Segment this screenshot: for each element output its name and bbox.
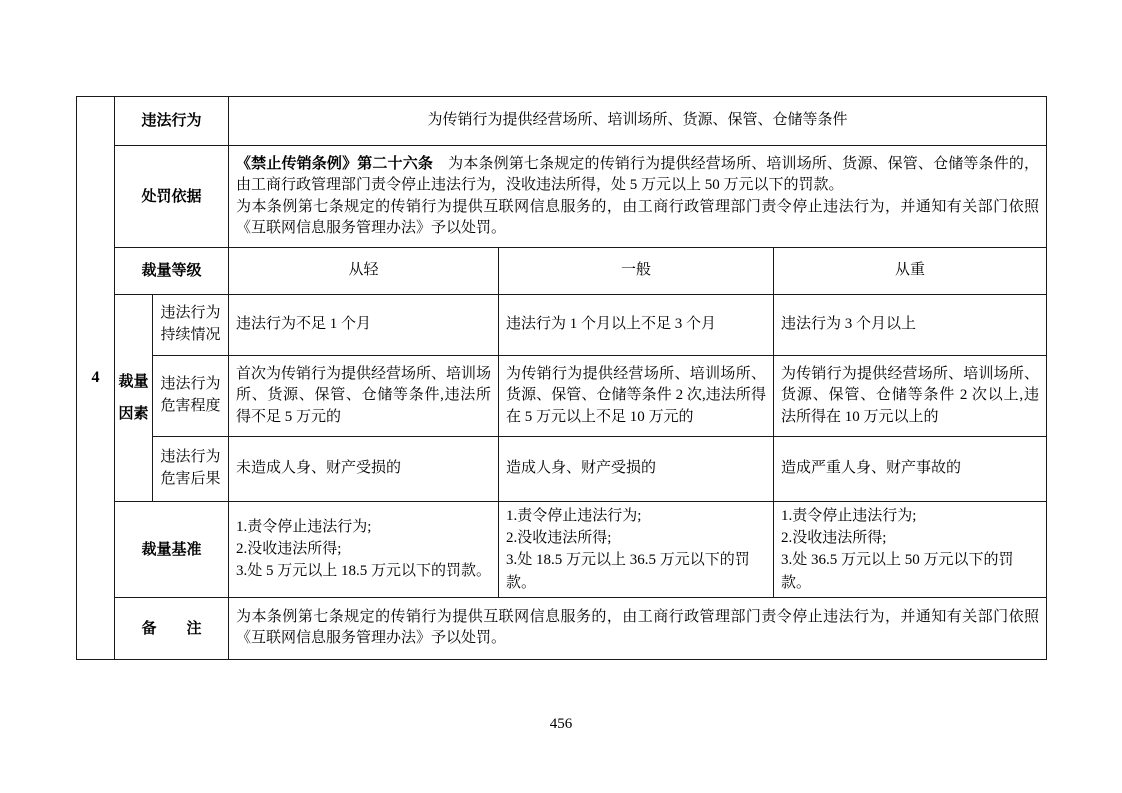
basis-label: 裁量基准 (115, 502, 229, 598)
factors-label: 裁量因素 (115, 295, 153, 502)
clause-title: 《禁止传销条例》第二十六条 (236, 155, 434, 172)
penalty-basis-paragraph-2: 为本条例第七条规定的传销行为提供互联网信息服务的，由工商行政管理部门责令停止违法行为，并通知有关部门依照《互联网信息服务管理办法》予以处罚。 (236, 198, 1040, 236)
violation-content: 为传销行为提供经营场所、培训场所、货源、保管、仓储等条件 (229, 97, 1047, 146)
factor-severity-heavy-cell: 为传销行为提供经营场所、培训场所、货源、保管、仓储等条件 2 次以上,违法所得在 10 万元以上的 (774, 356, 1047, 437)
factor-consequence-heavy-cell: 造成严重人身、财产事故的 (774, 437, 1047, 502)
basis-heavy-line-1: 1.责令停止违法行为; (781, 508, 917, 524)
remark-label: 备 注 (115, 597, 229, 659)
penalty-basis-label: 处罚依据 (115, 146, 229, 248)
factor-severity-light-cell: 首次为传销行为提供经营场所、培训场所、货源、保管、仓储等条件,违法所得不足 5 万元的 (229, 356, 499, 437)
basis-light-line-2: 2.没收违法所得; (236, 541, 342, 558)
page-number: 456 (549, 716, 573, 732)
basis-normal-line-3: 3.处 18.5 万元以上 36.5 万元以下的罚款。 (506, 552, 750, 591)
violation-label: 违法行为 (115, 97, 229, 146)
penalty-discretion-table (76, 96, 1047, 660)
factor-severity-label: 违法行为危害程度 (153, 356, 229, 437)
level-heavy-cell: 从重 (774, 248, 1047, 295)
factor-consequence-label: 违法行为危害后果 (153, 437, 229, 502)
factor-duration-normal-cell: 违法行为 1 个月以上不足 3 个月 (499, 295, 774, 356)
discretion-level-label: 裁量等级 (115, 248, 229, 295)
level-light-cell: 从轻 (229, 248, 499, 295)
basis-light-line-1: 1.责令停止违法行为; (236, 519, 372, 536)
clause-body: 为本条例第七条规定的传销行为提供经营场所、培训场所、货源、保管、仓储等条件的，由工商行政管理部门责令停止违法行为，没收违法所得，处 5 万元以上 50 万元以下的罚款。 (236, 155, 1040, 194)
basis-heavy-cell (774, 502, 1047, 598)
basis-normal-line-1: 1.责令停止违法行为; (506, 508, 642, 524)
sequence-number: 4 (77, 97, 115, 660)
factor-severity-normal-cell: 为传销行为提供经营场所、培训场所、货源、保管、仓储等条件 2 次,违法所得在 5 万元以上不足 10 万元的 (499, 356, 774, 437)
basis-heavy-line-3: 3.处 36.5 万元以上 50 万元以下的罚款。 (781, 552, 1014, 591)
factor-duration-heavy-cell: 违法行为 3 个月以上 (774, 295, 1047, 356)
remark-content: 为本条例第七条规定的传销行为提供互联网信息服务的，由工商行政管理部门责令停止违法行为，并通知有关部门依照《互联网信息服务管理办法》予以处罚。 (229, 597, 1047, 659)
factor-consequence-light-cell: 未造成人身、财产受损的 (229, 437, 499, 502)
basis-normal-cell (499, 502, 774, 598)
basis-normal-line-2: 2.没收违法所得; (506, 530, 612, 547)
basis-light-line-3: 3.处 5 万元以上 18.5 万元以下的罚款。 (236, 563, 492, 580)
penalty-basis-content (229, 146, 1047, 248)
basis-light-cell (229, 502, 499, 598)
factor-consequence-normal-cell: 造成人身、财产受损的 (499, 437, 774, 502)
factor-duration-light-cell: 违法行为不足 1 个月 (229, 295, 499, 356)
basis-heavy-line-2: 2.没收违法所得; (781, 530, 887, 547)
penalty-basis-paragraph-1 (236, 154, 1039, 197)
factor-duration-label: 违法行为持续情况 (153, 295, 229, 356)
level-normal-cell: 一般 (499, 248, 774, 295)
